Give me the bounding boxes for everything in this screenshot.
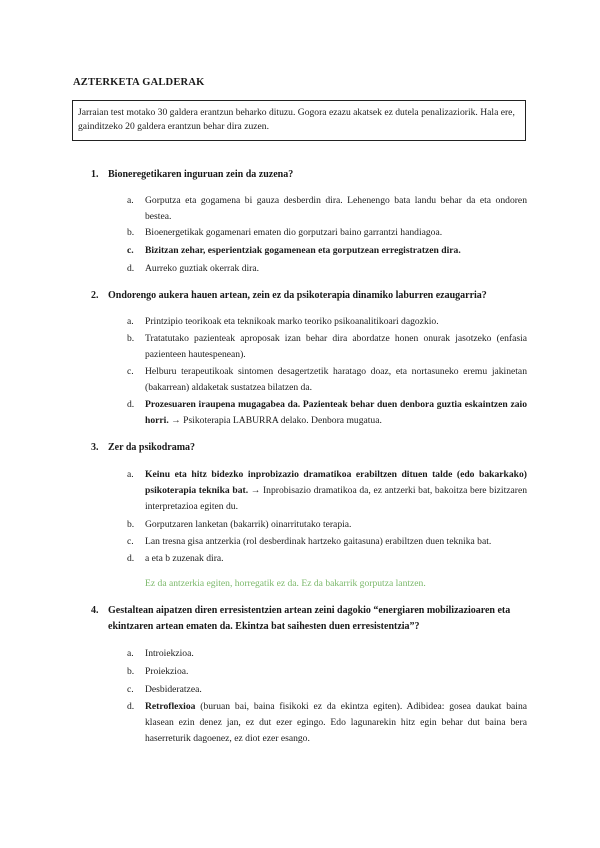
option-4d-correct	[127, 699, 527, 747]
page-title: AZTERKETA GALDERAK	[73, 77, 205, 88]
option-1c-correct	[127, 243, 527, 259]
option-1d	[127, 261, 527, 277]
option-4b	[127, 664, 527, 680]
option-letter: b.	[127, 519, 135, 530]
option-comment: (buruan bai, baina fisikoki ez da ekintza egiten). Adibidea: gosea daukat baina klasean ezin denez jan, ez dut ezer egingo. Edo lagunarekin hitz egin behar dut baina bera haserreturik dagoenez, ez diot ezer esango.	[145, 701, 527, 744]
option-text-bold: Keinu eta hitz bidezko inprobizazio dramatikoa erabiltzen dituen talde (edo bakarkako) psikoterapia teknika bat.	[145, 469, 527, 496]
option-letter: b.	[127, 333, 135, 344]
option-letter: d.	[127, 399, 135, 410]
option-text: Bizitzan zehar, esperientziak gogamenean eta gorputzean erregistratzen dira.	[145, 245, 461, 256]
option-text: Gorputza eta gogamena bi gauza desberdin dira. Lehenengo bata landu behar da eta ondoren bestea.	[145, 195, 527, 222]
question-number: 4.	[91, 605, 99, 616]
option-letter: c.	[127, 366, 134, 377]
option-letter: c.	[127, 684, 134, 695]
question-2	[91, 288, 527, 304]
option-text: Desbideratzea.	[145, 684, 202, 695]
option-letter: a.	[127, 195, 134, 206]
option-comment: → Inprobisazio dramatikoa da, ez antzerki bat, bakoitza bere bizitzaren interpretazioa egiten du.	[145, 485, 527, 512]
option-text: Helburu terapeutikoak sintomen desagertzetik haratago doaz, eta nortasuneko eremu jakinetan (bakarrean) aldaketak sustatzea bilatzen da.	[145, 366, 527, 393]
question-3	[91, 440, 527, 456]
option-2b	[127, 331, 527, 363]
question-text: Gestaltean aipatzen diren erresistentzien artean zeini dagokio “energiaren mobilizazioaren eta ekintzaren artean ematen da. Ekintza bat saihesten duen erresistentzia”?	[108, 605, 511, 632]
instructions-box: Jarraian test motako 30 galdera erantzun beharko dituzu. Gogora ezazu akatsek ez dutela penalizaziorik. Hala ere, gainditzeko 20 galdera erantzun behar dira zuzen.	[72, 100, 526, 141]
option-text: Introiekzioa.	[145, 648, 194, 659]
option-text-bold: Retroflexioa	[145, 701, 196, 712]
option-letter: d.	[127, 553, 135, 564]
option-letter: a.	[127, 316, 134, 327]
option-3b	[127, 517, 527, 533]
option-text: Gorputzaren lanketan (bakarrik) oinarritutako terapia.	[145, 519, 352, 530]
option-text: a eta b zuzenak dira.	[145, 553, 224, 564]
option-2a	[127, 314, 527, 330]
question-number: 1.	[91, 169, 99, 180]
question-text: Zer da psikodrama?	[108, 442, 196, 453]
question-text: Ondorengo aukera hauen artean, zein ez da psikoterapia dinamiko laburren ezaugarria?	[108, 290, 487, 301]
option-comment: → Psikoterapia LABURRA delako. Denbora mugatua.	[168, 415, 382, 426]
option-text-bold: Prozesuaren iraupena mugagabea da. Pazienteak behar duen denbora guztia eskaintzen zaio horri.	[145, 399, 527, 426]
option-text: Tratatutako pazienteak aproposak izan behar dira abordatze honen onurak jasotzeko (enfasia pazienteen hautespenean).	[145, 333, 527, 360]
option-text: Lan tresna gisa antzerkia (rol desberdinak hartzeko gaitasuna) erabiltzen duen teknika bat.	[145, 536, 492, 547]
option-text: Proiekzioa.	[145, 666, 189, 677]
option-letter: d.	[127, 263, 135, 274]
option-letter: a.	[127, 648, 134, 659]
option-4c	[127, 682, 527, 698]
question-1	[91, 167, 527, 183]
option-3d	[127, 551, 527, 567]
option-4a	[127, 646, 527, 662]
option-letter: b.	[127, 227, 135, 238]
option-2d-correct	[127, 397, 527, 429]
option-1b	[127, 225, 527, 241]
question-text: Bioneregetikaren inguruan zein da zuzena?	[108, 169, 294, 180]
question-number: 2.	[91, 290, 99, 301]
option-letter: c.	[127, 536, 134, 547]
option-3c	[127, 534, 527, 550]
option-3a-correct	[127, 467, 527, 515]
option-text: Printzipio teorikoak eta teknikoak marko teoriko psikoanalitikoari dagozkio.	[145, 316, 439, 327]
option-1a	[127, 193, 527, 225]
option-letter: d.	[127, 701, 135, 712]
option-text: Bioenergetikak gogamenari ematen dio gorputzari baino garrantzi handiagoa.	[145, 227, 443, 238]
question-4	[91, 603, 527, 635]
annotation-note: Ez da antzerkia egiten, horregatik ez da. Ez da bakarrik gorputza lantzen.	[145, 578, 426, 589]
option-letter: a.	[127, 469, 134, 480]
option-letter: b.	[127, 666, 135, 677]
option-text: Aurreko guztiak okerrak dira.	[145, 263, 260, 274]
option-letter: c.	[127, 245, 134, 256]
option-2c	[127, 364, 527, 396]
question-number: 3.	[91, 442, 99, 453]
